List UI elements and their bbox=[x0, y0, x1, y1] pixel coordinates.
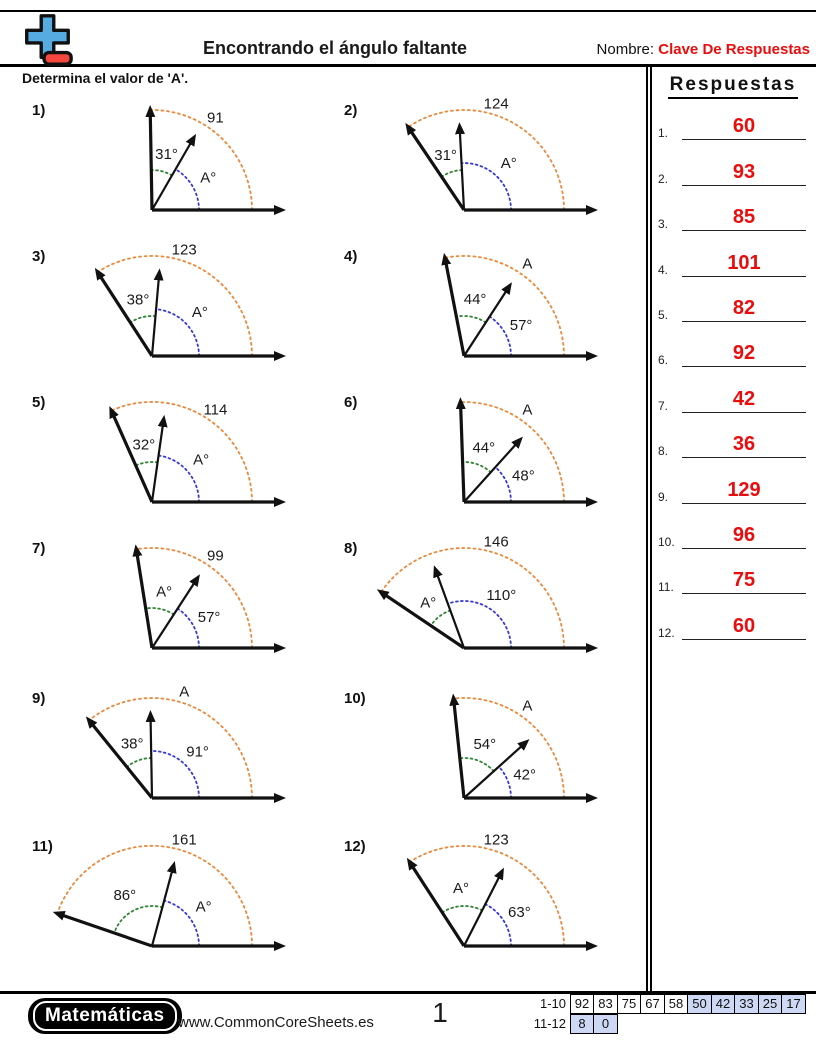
arc-total-label: 99 bbox=[207, 547, 224, 565]
score-cell: 92 bbox=[570, 994, 595, 1014]
arc-lower bbox=[176, 169, 200, 210]
arc-upper bbox=[127, 758, 152, 767]
problem-number: 12) bbox=[344, 838, 366, 855]
answer-blank-line bbox=[682, 139, 806, 140]
answer-number: 5. bbox=[658, 307, 669, 322]
lower-angle-label: A° bbox=[193, 451, 210, 469]
ray-total bbox=[461, 407, 464, 502]
problem-number: 8) bbox=[344, 540, 358, 557]
arc-lower bbox=[164, 901, 199, 946]
lower-angle-label: 110° bbox=[486, 586, 517, 604]
problem-cell bbox=[24, 828, 336, 972]
answer-blank-line bbox=[682, 593, 806, 594]
arc-upper bbox=[114, 906, 162, 933]
arc-total-label: 123 bbox=[171, 241, 197, 259]
arc-total-label: 124 bbox=[483, 95, 509, 113]
arc-total-label: 114 bbox=[203, 401, 228, 419]
score-cell: 17 bbox=[781, 994, 806, 1014]
lower-angle-label: A° bbox=[195, 898, 212, 916]
angle-diagram bbox=[352, 830, 648, 972]
answer-blank-line bbox=[682, 276, 806, 277]
lower-angle-label: A° bbox=[200, 169, 217, 187]
ray-divider bbox=[152, 871, 172, 946]
lower-angle-label: A° bbox=[500, 154, 517, 172]
answer-number: 9. bbox=[658, 489, 669, 504]
ray-total bbox=[137, 554, 152, 648]
arc-upper bbox=[431, 610, 451, 625]
problem-number: 1) bbox=[32, 102, 46, 119]
angle-diagram bbox=[352, 532, 648, 674]
upper-angle-label: 32° bbox=[132, 436, 156, 454]
ray-total bbox=[454, 704, 464, 799]
problem-cell bbox=[336, 828, 648, 972]
lower-angle-label: 48° bbox=[512, 467, 535, 485]
answer-row bbox=[654, 463, 814, 508]
score-cell: 0 bbox=[593, 1014, 618, 1034]
lower-angle-label: 63° bbox=[508, 904, 531, 921]
answer-value: 60 bbox=[732, 614, 756, 637]
arc-upper bbox=[442, 906, 482, 912]
answer-blank-line bbox=[682, 230, 806, 231]
answer-number: 1. bbox=[658, 126, 669, 141]
arc-upper bbox=[460, 758, 494, 771]
problem-cell bbox=[24, 238, 336, 382]
score-cell: 83 bbox=[593, 994, 618, 1014]
ray-divider bbox=[464, 877, 499, 947]
score-cell: 50 bbox=[687, 994, 712, 1014]
arc-total-label: A bbox=[522, 255, 533, 273]
website-url: www.CommonCoreSheets.es bbox=[178, 1014, 374, 1031]
score-cell: 33 bbox=[734, 994, 759, 1014]
angle-diagram bbox=[40, 386, 336, 528]
answer-number: 4. bbox=[658, 262, 669, 277]
answer-number: 8. bbox=[658, 444, 669, 459]
arc-lower bbox=[178, 609, 199, 648]
problem-cell bbox=[336, 384, 648, 528]
minus-icon bbox=[44, 53, 71, 65]
answer-blank-line bbox=[682, 366, 806, 367]
upper-angle-label: 31° bbox=[155, 145, 178, 163]
answer-row bbox=[654, 327, 814, 372]
answer-value: 101 bbox=[727, 251, 761, 274]
score-cell: 75 bbox=[617, 994, 642, 1014]
answer-number: 2. bbox=[658, 171, 669, 186]
answer-number: 10. bbox=[658, 534, 675, 549]
answer-value: 92 bbox=[732, 342, 756, 365]
problem-number: 2) bbox=[344, 102, 358, 119]
lower-angle-label: 57° bbox=[509, 317, 533, 334]
score-cell: 42 bbox=[711, 994, 736, 1014]
nombre-label: Nombre: bbox=[596, 41, 655, 58]
problem-number: 10) bbox=[344, 690, 366, 707]
answers-panel bbox=[654, 100, 814, 645]
page-number: 1 bbox=[432, 997, 448, 1028]
answer-row bbox=[654, 100, 814, 145]
answer-value: 36 bbox=[732, 433, 756, 456]
answer-value: 85 bbox=[732, 206, 756, 229]
answer-row bbox=[654, 554, 814, 599]
arc-upper bbox=[146, 608, 174, 614]
angle-diagram bbox=[352, 386, 648, 528]
angle-diagram bbox=[40, 532, 336, 674]
arc-lower bbox=[495, 467, 511, 502]
ray-divider bbox=[152, 278, 159, 356]
arc-upper bbox=[456, 316, 485, 323]
brand-label: Matemáticas bbox=[33, 1001, 177, 1031]
answer-key-label: Clave De Respuestas bbox=[658, 41, 810, 58]
answer-blank-line bbox=[682, 185, 806, 186]
angle-diagram bbox=[40, 682, 336, 824]
brand-badge bbox=[28, 998, 182, 1034]
arc-upper bbox=[442, 170, 462, 177]
arc-total-label: 123 bbox=[483, 831, 509, 849]
answer-blank-line bbox=[682, 639, 806, 640]
plus-minus-logo-icon bbox=[18, 12, 76, 68]
lower-angle-label: 42° bbox=[513, 766, 537, 784]
score-row-label: 1-10 bbox=[539, 996, 566, 1011]
upper-angle-label: 86° bbox=[113, 886, 137, 904]
lower-angle-label: 91° bbox=[186, 743, 209, 761]
angle-diagram bbox=[352, 240, 648, 382]
arc-lower bbox=[490, 317, 511, 356]
angle-diagram bbox=[352, 94, 648, 236]
instruction-text: Determina el valor de 'A'. bbox=[22, 70, 189, 86]
answer-value: 129 bbox=[727, 478, 761, 501]
answer-value: 60 bbox=[732, 115, 756, 138]
problem-number: 9) bbox=[32, 690, 46, 707]
ray-total bbox=[113, 415, 152, 502]
answers-panel-title: Respuestas bbox=[668, 74, 799, 99]
answer-value: 93 bbox=[732, 160, 756, 183]
score-cell: 58 bbox=[664, 994, 689, 1014]
answer-blank-line bbox=[682, 321, 806, 322]
ray-divider bbox=[151, 720, 152, 798]
arc-total-label: A bbox=[522, 697, 533, 715]
arc-total-label: 161 bbox=[171, 831, 197, 849]
score-table bbox=[524, 994, 806, 1034]
arc-lower bbox=[499, 767, 511, 798]
upper-angle-label: 38° bbox=[126, 291, 150, 309]
arc-total bbox=[381, 548, 564, 648]
upper-angle-label: A° bbox=[452, 880, 470, 898]
answer-row bbox=[654, 599, 814, 644]
upper-angle-label: A° bbox=[420, 594, 437, 612]
score-cell: 67 bbox=[640, 994, 665, 1014]
problem-cell bbox=[24, 384, 336, 528]
problem-number: 5) bbox=[32, 394, 46, 411]
problem-cell bbox=[336, 530, 648, 674]
lower-angle-label: 57° bbox=[197, 609, 221, 626]
problem-number: 11) bbox=[32, 838, 53, 855]
answer-value: 42 bbox=[732, 387, 756, 410]
arc-total-label: 91 bbox=[207, 109, 224, 127]
arc-total bbox=[445, 256, 564, 356]
arc-lower bbox=[448, 601, 511, 648]
answer-row bbox=[654, 191, 814, 236]
upper-angle-label: 38° bbox=[120, 735, 144, 753]
angle-diagram bbox=[40, 240, 336, 382]
answer-row bbox=[654, 236, 814, 281]
answer-value: 96 bbox=[732, 523, 756, 546]
answer-number: 11. bbox=[658, 580, 674, 595]
upper-angle-label: 54° bbox=[473, 735, 497, 753]
arc-total-label: 146 bbox=[483, 533, 509, 551]
problem-cell bbox=[24, 680, 336, 824]
problem-cell bbox=[336, 92, 648, 236]
answer-row bbox=[654, 282, 814, 327]
upper-angle-label: 44° bbox=[463, 291, 487, 309]
upper-angle-label: 31° bbox=[434, 147, 457, 164]
arc-upper bbox=[463, 462, 491, 472]
upper-angle-label: A° bbox=[156, 583, 173, 601]
score-cell: 8 bbox=[570, 1014, 595, 1034]
problem-number: 6) bbox=[344, 394, 358, 411]
answer-blank-line bbox=[682, 548, 806, 549]
answer-blank-line bbox=[682, 503, 806, 504]
problem-number: 3) bbox=[32, 248, 46, 265]
arc-total bbox=[57, 846, 252, 946]
score-row-label: 11-12 bbox=[533, 1016, 566, 1031]
answer-value: 75 bbox=[732, 569, 756, 592]
score-row bbox=[524, 1014, 806, 1034]
header-rule bbox=[0, 64, 816, 67]
top-border-line bbox=[0, 10, 816, 12]
answer-row bbox=[654, 145, 814, 190]
answers-panel-header bbox=[654, 74, 812, 99]
angle-diagram bbox=[352, 682, 648, 824]
score-cell: 25 bbox=[758, 994, 783, 1014]
arc-upper bbox=[136, 462, 158, 465]
name-row bbox=[597, 41, 810, 58]
problem-cell bbox=[336, 680, 648, 824]
arc-total-label: A bbox=[522, 401, 533, 419]
answer-blank-line bbox=[682, 412, 806, 413]
answer-number: 6. bbox=[658, 353, 669, 368]
arc-total-label: A bbox=[179, 683, 190, 701]
problem-cell bbox=[336, 238, 648, 382]
ray-divider bbox=[437, 575, 464, 648]
angle-diagram bbox=[40, 94, 336, 236]
arc-upper bbox=[151, 170, 172, 175]
arc-upper bbox=[130, 316, 155, 322]
upper-angle-label: 44° bbox=[472, 439, 496, 457]
problem-number: 4) bbox=[344, 248, 358, 265]
arc-total bbox=[136, 548, 252, 648]
angle-diagram bbox=[40, 830, 336, 972]
worksheet-title: Encontrando el ángulo faltante bbox=[202, 38, 467, 58]
ray-total bbox=[446, 263, 464, 356]
answer-number: 3. bbox=[658, 217, 669, 232]
answer-row bbox=[654, 509, 814, 554]
problem-cell bbox=[24, 92, 336, 236]
answer-row bbox=[654, 418, 814, 463]
problem-cell bbox=[24, 530, 336, 674]
problem-number: 7) bbox=[32, 540, 46, 557]
ray-total bbox=[62, 915, 152, 946]
lower-angle-label: A° bbox=[191, 304, 208, 322]
answer-row bbox=[654, 372, 814, 417]
score-row bbox=[524, 994, 806, 1014]
answer-number: 12. bbox=[658, 625, 675, 640]
answer-value: 82 bbox=[732, 296, 756, 319]
answer-number: 7. bbox=[658, 398, 669, 413]
answer-blank-line bbox=[682, 457, 806, 458]
ray-total bbox=[150, 115, 152, 210]
